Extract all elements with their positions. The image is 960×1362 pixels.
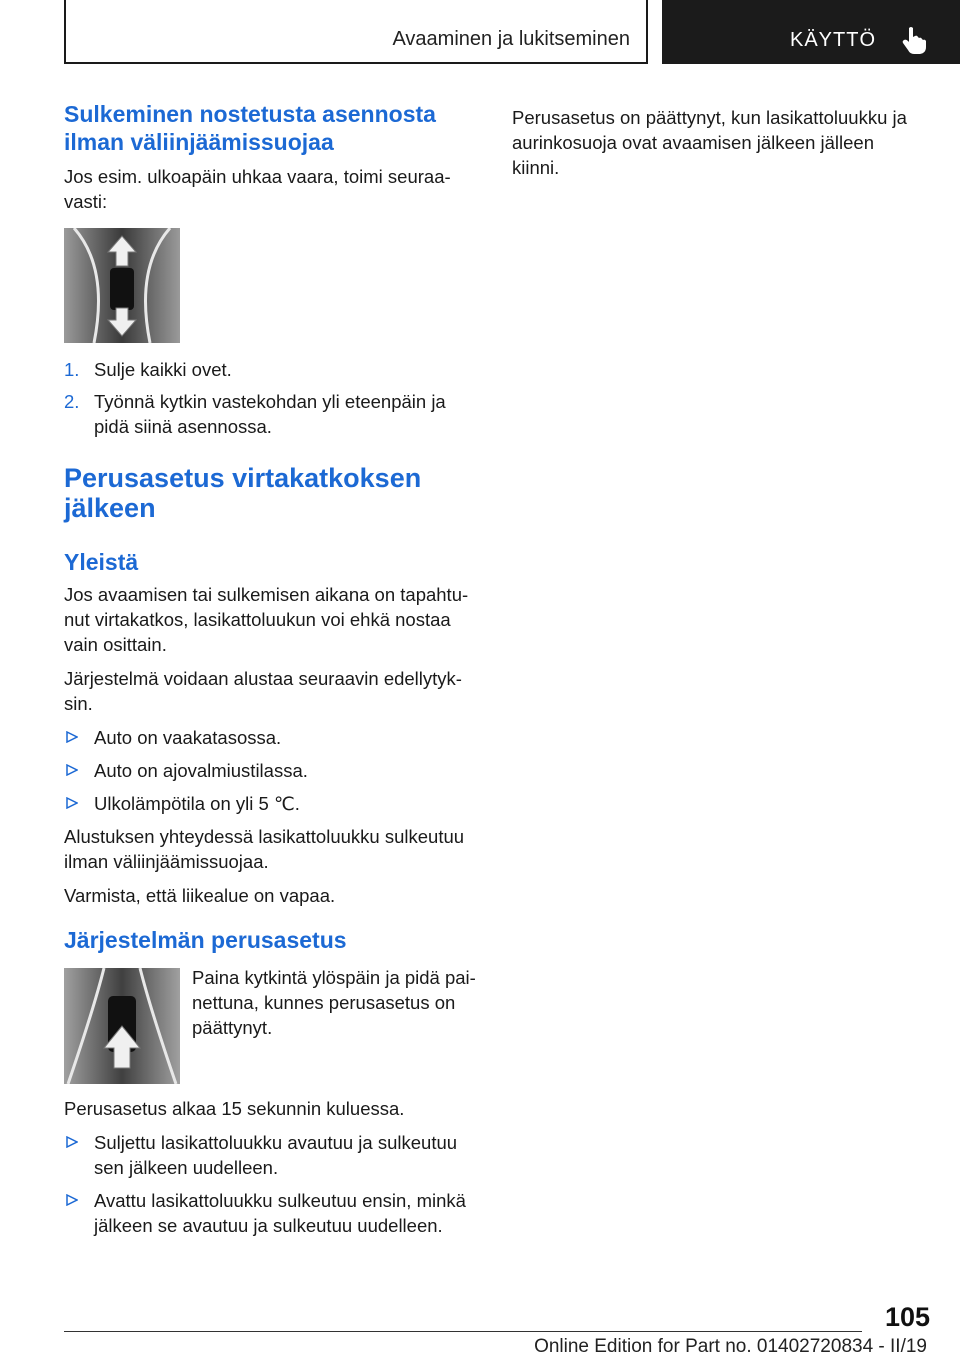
chapter-label: KÄYTTÖ <box>790 29 877 51</box>
section-title: Avaaminen ja lukitseminen <box>392 28 630 50</box>
general-paragraph-1: Jos avaamisen tai sulkemisen aikana on tapahtu-nut virtakatkos, lasikattoluukun voi ehkä nostaa vain osittain. <box>64 584 469 655</box>
outcome-item: Avattu lasikattoluukku sulkeutuu ensin, minkä jälkeen se avautuu ja sulkeutuu uudelleen. <box>64 1188 484 1238</box>
condition-item: Auto on vaakatasossa. <box>64 725 484 750</box>
heading-system-reset: Järjestelmän perusasetus <box>64 927 347 953</box>
intro-paragraph: Jos esim. ulkoapäin uhkaa vaara, toimi seuraa-vasti: <box>64 166 451 212</box>
init-paragraph: Alustuksen yhteydessä lasikattoluukku sulkeutuu ilman väliinjäämissuojaa. <box>64 826 465 872</box>
condition-item: Ulkolämpötila on yli 5 ℃. <box>64 791 484 816</box>
heading-closing-raised: Sulkeminen nostetusta asennosta ilman väliinjäämissuojaa <box>64 101 436 155</box>
page-number: 105 <box>884 1302 930 1332</box>
condition-item: Auto on ajovalmiustilassa. <box>64 758 484 783</box>
header-section-box <box>64 0 648 64</box>
switch-up-image <box>64 968 180 1084</box>
edition-note: Online Edition for Part no. 01402720834 - II/19 <box>534 1336 927 1357</box>
check-paragraph: Varmista, että liikealue on vapaa. <box>64 885 336 906</box>
reset-done-paragraph: Perusasetus on päättynyt, kun lasikattoluukku ja aurinkosuoja ovat avaamisen jälkeen jälleen kiinni. <box>512 107 907 178</box>
outcome-item: Suljettu lasikattoluukku avautuu ja sulkeutuu sen jälkeen uudelleen. <box>64 1130 484 1180</box>
triangle-bullet-icon <box>66 1194 78 1206</box>
triangle-bullet-icon <box>66 731 78 743</box>
press-paragraph: Paina kytkintä ylöspäin ja pidä pai-nettuna, kunnes perusasetus on päättynyt. <box>192 967 476 1038</box>
start-paragraph: Perusasetus alkaa 15 sekunnin kuluessa. <box>64 1098 405 1119</box>
general-paragraph-2: Järjestelmä voidaan alustaa seuraavin edellytyk-sin. <box>64 668 462 714</box>
switch-up-down-image <box>64 228 180 343</box>
heading-general: Yleistä <box>64 549 139 575</box>
chapter-tab[interactable] <box>662 0 960 64</box>
step-item: 1. Sulje kaikki ovet. <box>64 359 232 380</box>
triangle-bullet-icon <box>66 797 78 809</box>
hand-pointer-icon <box>898 24 928 54</box>
step-item: 2. Työnnä kytkin vastekohdan yli eteenpäin ja pidä siinä asennossa. <box>64 391 446 437</box>
heading-reset-after-power-loss: Perusasetus virtakatkoksen jälkeen <box>64 463 422 523</box>
footer-divider <box>64 1331 862 1332</box>
triangle-bullet-icon <box>66 1136 78 1148</box>
triangle-bullet-icon <box>66 764 78 776</box>
